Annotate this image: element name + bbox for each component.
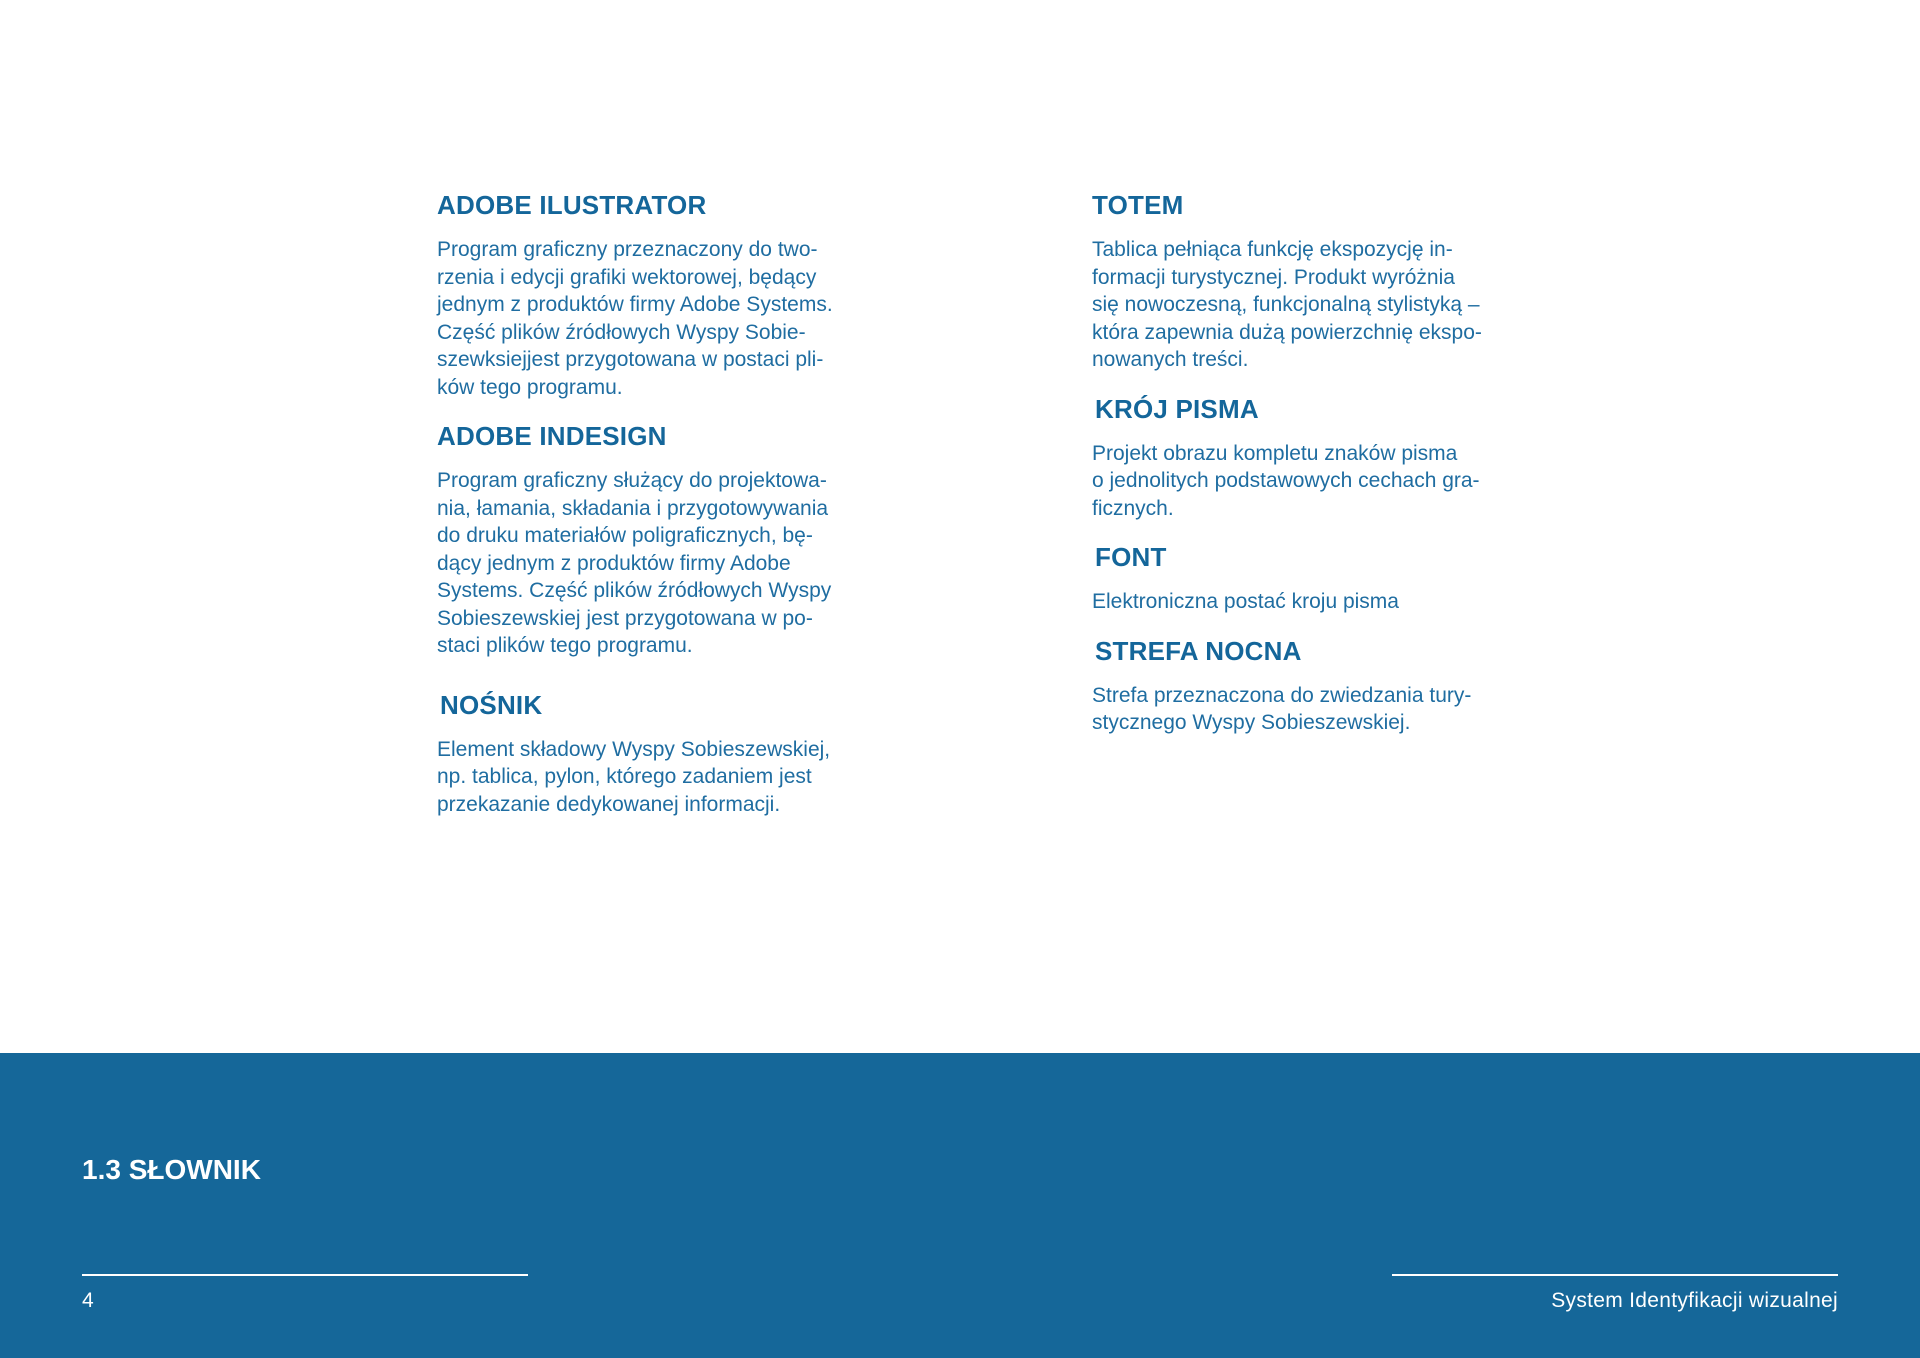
glossary-entry-totem [1092, 188, 1512, 374]
glossary-definition: Tablica pełniąca funkcję ekspozycję in- formacji turystycznej. Produkt wyróżnia się nowoczesną, funkcjonalną stylistyką – która zapewnia dużą powierzchnię ekspo- nowanych treści. [1092, 238, 1482, 371]
glossary-entry-nosnik [437, 688, 857, 819]
glossary-entry-kroj-pisma [1092, 392, 1512, 523]
footer-divider-right [1392, 1274, 1838, 1276]
glossary-definition: Strefa przeznaczona do zwiedzania tury- stycznego Wyspy Sobieszewskiej. [1092, 683, 1472, 734]
glossary-left-column [437, 188, 857, 836]
glossary-entry-font [1092, 540, 1512, 616]
glossary-entry-adobe-illustrator [437, 188, 857, 401]
glossary-definition: Program graficzny przeznaczony do two- rzenia i edycji grafiki wektorowej, będący jednym z produktów firmy Adobe Systems. Część plików źródłowych Wyspy Sobie- szewksiejjest przygotowana w postaci pli- ków tego programu. [437, 238, 833, 399]
glossary-definition: Element składowy Wyspy Sobieszewskiej, np. tablica, pylon, którego zadaniem jest przekazanie dedykowanej informacji. [437, 737, 831, 816]
document-title: System Identyfikacji wizualnej [1551, 1289, 1838, 1312]
footer-divider-left [82, 1274, 528, 1276]
glossary-term: FONT [1095, 542, 1167, 572]
glossary-definition: Program graficzny służący do projektowa- nia, łamania, składania i przygotowywania do druku materiałów poligraficznych, bę- dący jednym z produktów firmy Adobe Systems. Część plików źródłowych Wyspy Sobieszewskiej jest przygotowana w po- staci plików tego programu. [437, 469, 832, 657]
glossary-entry-strefa-nocna [1092, 634, 1512, 737]
glossary-term: ADOBE ILUSTRATOR [437, 190, 707, 220]
glossary-definition: Elektroniczna postać kroju pisma [1092, 590, 1399, 613]
glossary-term: NOŚNIK [440, 689, 543, 720]
glossary-definition: Projekt obrazu kompletu znaków pisma o jednolitych podstawowych cechach gra- ficznych. [1092, 441, 1480, 520]
page-number: 4 [82, 1289, 94, 1312]
footer-band [0, 1053, 1920, 1358]
glossary-right-column [1092, 188, 1512, 755]
section-title: 1.3 SŁOWNIK [82, 1154, 261, 1185]
glossary-entry-adobe-indesign [437, 419, 857, 660]
glossary-term: ADOBE INDESIGN [437, 421, 667, 451]
glossary-term: TOTEM [1092, 190, 1184, 220]
glossary-term: KRÓJ PISMA [1095, 393, 1259, 424]
glossary-term: STREFA NOCNA [1095, 635, 1302, 666]
